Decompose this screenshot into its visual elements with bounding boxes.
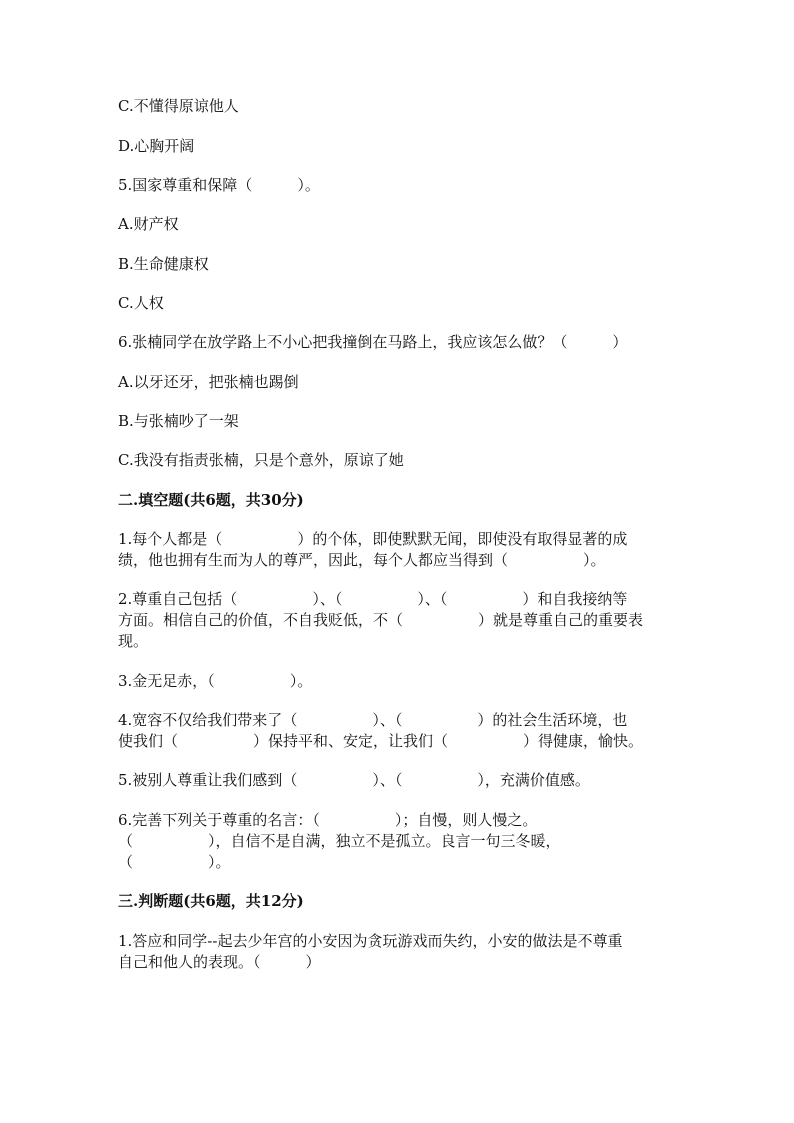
q5-stem: 5.国家尊重和保障（ ）。	[118, 176, 320, 194]
q6-option-b: B.与张楠吵了一架	[118, 412, 239, 430]
q4-option-c: C.不懂得原谅他人	[118, 97, 239, 115]
fill-q6-line2: （ ），自信不是自满，独立不是孤立。良言一句三冬暖，	[118, 832, 561, 850]
q6-option-c: C.我没有指责张楠，只是个意外，原谅了她	[118, 451, 404, 469]
fill-q3-line1: 3.金无足赤，（ ）。	[118, 672, 313, 690]
q5-option-b: B.生命健康权	[118, 255, 209, 273]
q5-option-a: A.财产权	[118, 215, 179, 233]
q6-option-a: A.以牙还牙，把张楠也踢倒	[118, 373, 299, 391]
fill-q2-line3: 现。	[118, 632, 149, 650]
q6-stem: 6.张楠同学在放学路上不小心把我撞倒在马路上，我应该怎么做？（ ）	[118, 333, 628, 351]
fill-q1-line2: 绩，他也拥有生而为人的尊严，因此，每个人都应当得到（ ）。	[118, 551, 606, 569]
section3-heading: 三.判断题(共6题，共12分)	[118, 892, 304, 910]
q5-option-c: C.人权	[118, 294, 164, 312]
judge-q1-line2: 自己和他人的表现。（ ）	[118, 953, 321, 971]
fill-q1-line1: 1.每个人都是（ ）的个体，即使默默无闻，即使没有取得显著的成	[118, 530, 628, 548]
fill-q2-line2: 方面。相信自己的价值，不自我贬低，不（ ）就是尊重自己的重要表	[118, 611, 644, 629]
judge-q1-line1: 1.答应和同学--起去少年宫的小安因为贪玩游戏而失约，小安的做法是不尊重	[118, 932, 623, 950]
section2-heading: 二.填空题(共6题，共30分)	[118, 491, 304, 509]
fill-q6-line3: （ ）。	[118, 853, 231, 871]
fill-q4-line1: 4.宽容不仅给我们带来了（ ）、（ ）的社会生活环境，也	[118, 711, 628, 729]
fill-q5-line1: 5.被别人尊重让我们感到（ ）、（ ），充满价值感。	[118, 771, 590, 789]
fill-q4-line2: 使我们（ ）保持平和、安定，让我们（ ）得健康，愉快。	[118, 732, 644, 750]
q4-option-d: D.心胸开阔	[118, 137, 195, 155]
fill-q2-line1: 2.尊重自己包括（ ）、（ ）、（ ）和自我接纳等	[118, 590, 628, 608]
fill-q6-line1: 6.完善下列关于尊重的名言：（ ）；自慢，则人慢之。	[118, 811, 538, 829]
